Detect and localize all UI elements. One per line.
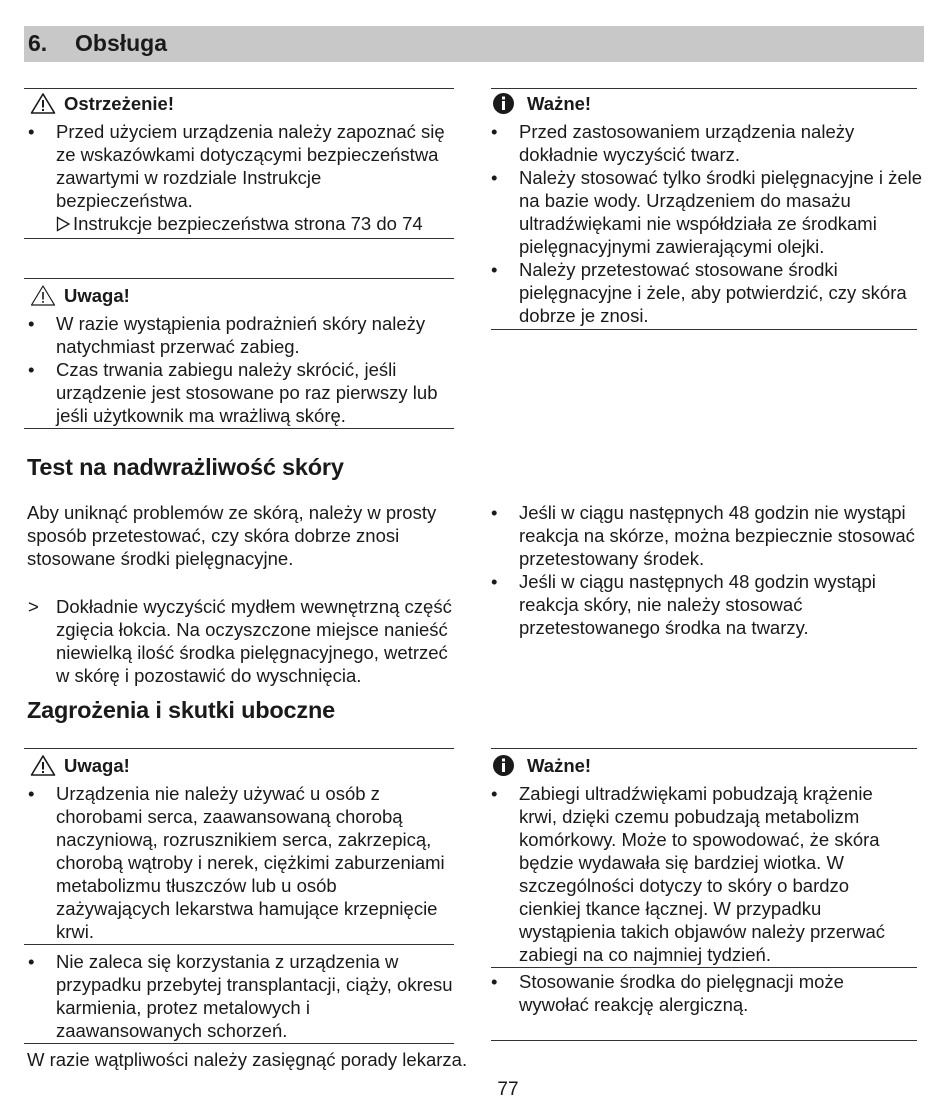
divider — [491, 748, 917, 749]
risks-caution-list — [24, 782, 454, 943]
divider — [24, 88, 454, 89]
list-item: > Dokładnie wyczyścić mydłem wewnętrzną część zgięcia łokcia. Na oczyszczone miejsce nanieść niewielką ilość środka pielęgnacyjnego, wetrzeć w skórę i pozostawić do wyschnięcia. — [24, 595, 464, 687]
caution-icon — [30, 284, 56, 307]
warning-title — [30, 92, 174, 115]
list-item: • Urządzenia nie należy używać u osób z chorobami serca, zaawansowaną chorobą naczyniową, rozrusznikiem serca, zakrzepicą, chorobą wątroby i nerek, ciężkimi zaburzeniami metabolizmu tłuszczów lub u osób zażywających lekarstwa hamujące krzepnięcie krwi. — [24, 782, 454, 943]
list-item: • W razie wystąpienia podrażnień skóry należy natychmiast przerwać zabieg. — [24, 312, 454, 358]
list-item: • Zabiegi ultradźwiękami pobudzają krążenie krwi, dzięki czemu pobudzają metabolizm komórkowy. Może to spowodować, że skóra będzie wydawała się bardziej wiotka. W szczególności dotyczy to skóry o bardzo cienkiej tkance łącznej. W przypadku wystąpienia takich objawów należy przerwać zabiegi na co najmniej tydzień. — [487, 782, 907, 966]
risks-caution-list-2 — [24, 950, 454, 1042]
risks-important-list — [487, 782, 907, 966]
list-item: • Jeśli w ciągu następnych 48 godzin nie wystąpi reakcja na skórze, można bezpiecznie stosować przetestowany środek. — [487, 501, 927, 570]
arrow-right-icon — [56, 216, 71, 232]
list-item: • Należy przetestować stosowane środki pielęgnacyjne i żele, aby potwierdzić, czy skóra dobrze je znosi. — [487, 258, 923, 327]
divider — [24, 278, 454, 279]
test-steps — [24, 595, 464, 687]
page-number: 77 — [497, 1079, 519, 1100]
list-item: • Jeśli w ciągu następnych 48 godzin wystąpi reakcja skóry, nie należy stosować przetestowanego środka na twarzy. — [487, 570, 879, 639]
list-item: • Stosowanie środka do pielęgnacji może wywołać reakcję alergiczną. — [487, 970, 887, 1016]
divider — [24, 428, 454, 429]
risks-caution-title-label: Uwaga! — [64, 754, 130, 776]
section-number: 6. — [28, 30, 48, 56]
divider — [24, 944, 454, 945]
list-item: • Przed zastosowaniem urządzenia należy dokładnie wyczyścić twarz. — [487, 120, 923, 166]
list-item: • Czas trwania zabiegu należy skrócić, jeśli urządzenie jest stosowane po raz pierwszy lub jeśli użytkownik ma wrażliwą skórę. — [24, 358, 454, 427]
important-title-label: Ważne! — [527, 92, 592, 114]
divider — [491, 967, 917, 968]
divider — [491, 88, 917, 89]
test-intro: Aby uniknąć problemów ze skórą, należy w prosty sposób przetestować, czy skóra dobrze znosi stosowane środki pielęgnacyjne. — [27, 502, 437, 569]
list-item: • Należy stosować tylko środki pielęgnacyjne i żele na bazie wody. Urządzeniem do masażu ultradźwiękami nie współdziała ze środkami pielęgnacyjnymi zawierającymi olejki. — [487, 166, 923, 258]
risks-heading: Zagrożenia i skutki uboczne — [27, 697, 335, 723]
cross-reference-text: Instrukcje bezpieczeństwa strona 73 do 74 — [73, 213, 423, 234]
divider — [491, 1040, 917, 1041]
caution-title-label: Uwaga! — [64, 284, 130, 306]
warning-list — [24, 120, 454, 235]
warning-icon — [30, 754, 56, 777]
test-heading: Test na nadwrażliwość skóry — [27, 454, 344, 480]
important-title — [492, 92, 591, 115]
divider — [24, 1043, 454, 1044]
list-item — [24, 120, 454, 235]
test-results — [487, 501, 927, 639]
divider — [24, 238, 454, 239]
divider — [491, 329, 917, 330]
risks-important-title — [492, 754, 591, 777]
caution-list — [24, 312, 454, 427]
warning-icon — [30, 92, 56, 115]
warning-title-label: Ostrzeżenie! — [64, 92, 175, 114]
caution-title — [30, 284, 130, 307]
info-icon — [492, 754, 515, 777]
doctor-note: W razie wątpliwości należy zasięgnąć porady lekarza. — [27, 1049, 468, 1070]
section-header — [24, 26, 924, 62]
section-title: Obsługa — [75, 30, 168, 56]
cross-reference — [56, 212, 454, 235]
list-item-text: Przed użyciem urządzenia należy zapoznać się ze wskazówkami dotyczącymi bezpieczeństwa zawartymi w rozdziale Instrukcje bezpieczeństwa. — [56, 121, 445, 211]
divider — [24, 748, 454, 749]
risks-important-list-2 — [487, 970, 887, 1016]
risks-caution-title — [30, 754, 130, 777]
important-list — [487, 120, 923, 327]
list-item: • Nie zaleca się korzystania z urządzenia w przypadku przebytej transplantacji, ciąży, okresu karmienia, protez metalowych i zaawansowanych schorzeń. — [24, 950, 454, 1042]
info-icon — [492, 92, 515, 115]
risks-important-title-label: Ważne! — [527, 754, 592, 776]
